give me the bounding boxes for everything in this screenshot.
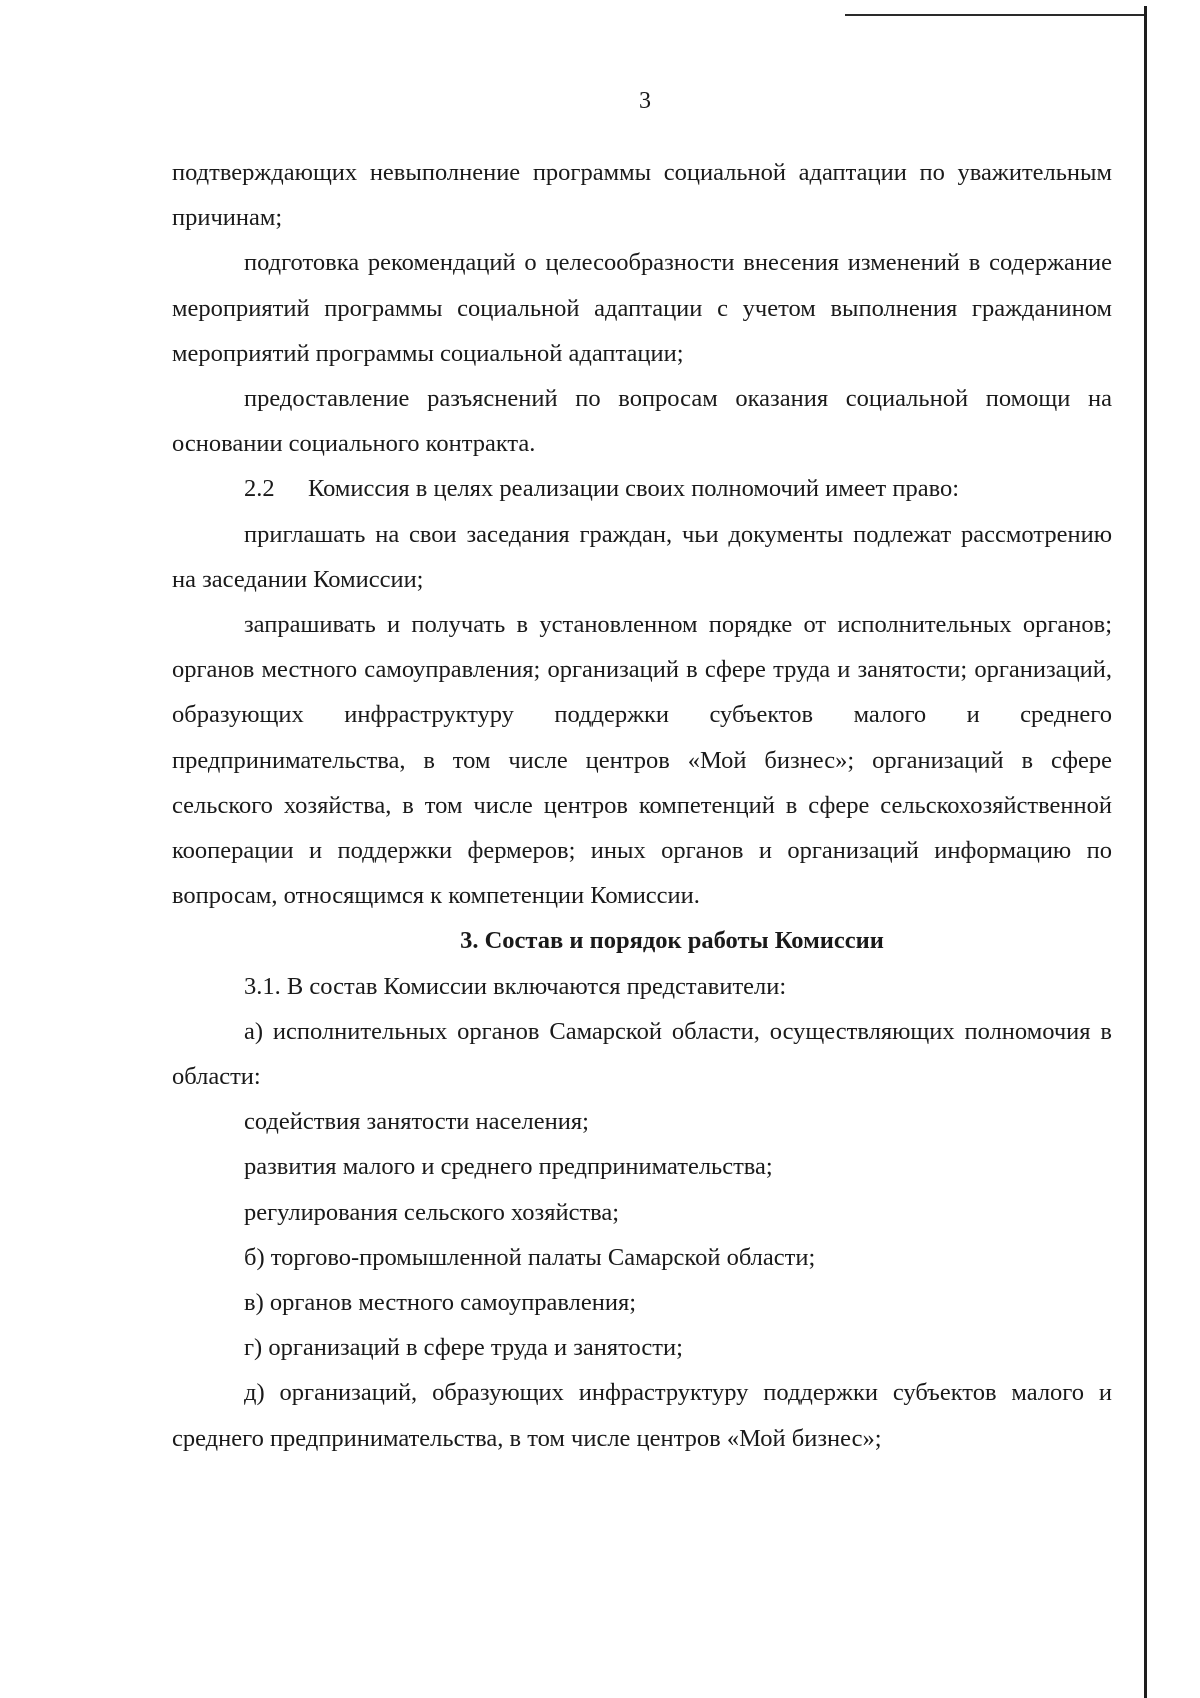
paragraph-clause-2-2 (172, 466, 1112, 511)
document-body (172, 150, 1112, 1461)
scan-edge-right-line (1144, 6, 1147, 1698)
paragraph-invite: приглашать на свои заседания граждан, чьи документы подлежат рассмотрению на заседании Комиссии; (172, 520, 1112, 593)
list-item-a: а) исполнительных органов Самарской области, осуществляющих полномочия в области: (172, 1017, 1112, 1091)
list-item-d: д) организаций, образующих инфраструктуру поддержки субъектов малого и среднего предпринимательства, в том числе центров «Мой бизнес»; (172, 1379, 1112, 1452)
paragraph-explanations: предоставление разъяснений по вопросам оказания социальной помощи на основании социального контракта. (172, 385, 1112, 458)
paragraph-recommendations: подготовка рекомендаций о целесообразности внесения изменений в содержание мероприятий программы социальной адаптации с учетом выполнения гражданином мероприятий программы социальной адаптации; (172, 249, 1112, 367)
list-subitem-business: развития малого и среднего предпринимательства; (244, 1153, 773, 1181)
section-heading: 3. Состав и порядок работы Комиссии (460, 927, 884, 955)
paragraph-3-1: 3.1. В состав Комиссии включаются представители: (244, 972, 787, 1000)
scan-edge-top-line (845, 14, 1147, 16)
list-subitem-agriculture: регулирования сельского хозяйства; (244, 1198, 620, 1226)
list-subitem-employment: содействия занятости населения; (244, 1108, 589, 1136)
list-item-g: г) организаций в сфере труда и занятости; (244, 1334, 683, 1362)
paragraph-request-info: запрашивать и получать в установленном порядке от исполнительных органов; органов местного самоуправления; организаций в сфере труда и занятости; организаций, образующих инфраструктуру поддержки субъектов малого и среднего предпринимательства, в том числе центров «Мой бизнес»; организаций в сфере сельского хозяйства, в том числе центров компетенций в сфере сельскохозяйственной кооперации и поддержки фермеров; иных органов и организаций информацию по вопросам, относящимся к компетенции Комиссии. (172, 611, 1112, 910)
list-item-b: б) торгово-промышленной палаты Самарской области; (244, 1243, 816, 1271)
page-number: 3 (639, 88, 651, 114)
list-item-v: в) органов местного самоуправления; (244, 1289, 637, 1317)
clause-text: Комиссия в целях реализации своих полномочий имеет право: (308, 475, 960, 503)
clause-number: 2.2 (244, 475, 275, 503)
paragraph-continuation: подтверждающих невыполнение программы социальной адаптации по уважительным причинам; (172, 159, 1112, 232)
